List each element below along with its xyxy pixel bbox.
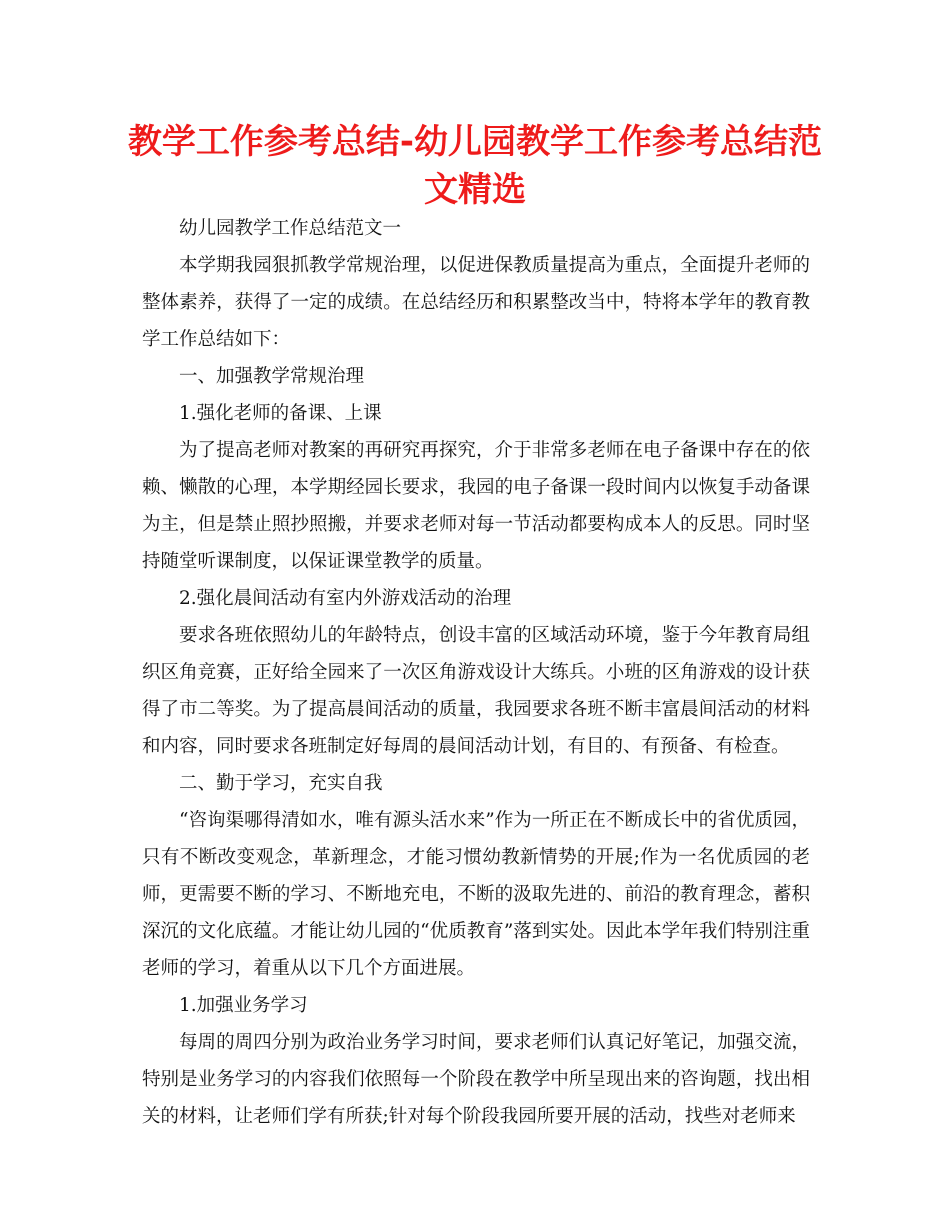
document-body (142, 210, 810, 1135)
section-heading: 一、加强教学常规治理 (179, 366, 365, 387)
subsection-heading: 1.强化老师的备课、上课 (179, 403, 382, 424)
paragraph: 每周的周四分别为政治业务学习时间，要求老师们认真记好笔记，加强交流，特别是业务学习的内容我们依照每一个阶段在教学中所呈现出来的咨询题，找出相关的材料，让老师们学有所获;针对每个阶段我园所要开展的活动，找些对老师来 (142, 1032, 810, 1127)
paragraph: “咨询渠哪得清如水，唯有源头活水来”作为一所正在不断成长中的省优质园，只有不断改变观念，革新理念，才能习惯幼教新情势的开展;作为一名优质园的老师，更需要不断的学习、不断地充电，不断的汲取先进的、前沿的教育理念，蓄积深沉的文化底蕴。才能让幼儿园的“优质教育”落到实处。因此本学年我们特别注重老师的学习，着重从以下几个方面进展。 (142, 810, 810, 979)
section-heading: 二、勤于学习，充实自我 (179, 773, 383, 794)
paragraph: 本学期我园狠抓教学常规治理，以促进保教质量提高为重点，全面提升老师的整体素养，获得了一定的成绩。在总结经历和积累整改当中，特将本学年的教育教学工作总结如下： (142, 255, 810, 350)
subsection-heading: 1.加强业务学习 (179, 995, 308, 1016)
paragraph: 幼儿园教学工作总结范文一 (179, 218, 402, 239)
document-title: 教学工作参考总结-幼儿园教学工作参考总结范文精选 (127, 122, 823, 210)
paragraph: 要求各班依照幼儿的年龄特点，创设丰富的区域活动环境，鉴于今年教育局组织区角竞赛，正好给全园来了一次区角游戏设计大练兵。小班的区角游戏的设计获得了市二等奖。为了提高晨间活动的质量，我园要求各班不断丰富晨间活动的材料和内容，同时要求各班制定好每周的晨间活动计划，有目的、有预备、有检查。 (142, 625, 810, 757)
subsection-heading: 2.强化晨间活动有室内外游戏活动的治理 (179, 588, 512, 609)
paragraph: 为了提高老师对教案的再研究再探究，介于非常多老师在电子备课中存在的依赖、懒散的心理，本学期经园长要求，我园的电子备课一段时间内以恢复手动备课为主，但是禁止照抄照搬，并要求老师对每一节活动都要构成本人的反思。同时坚持随堂听课制度，以保证课堂教学的质量。 (142, 440, 810, 572)
